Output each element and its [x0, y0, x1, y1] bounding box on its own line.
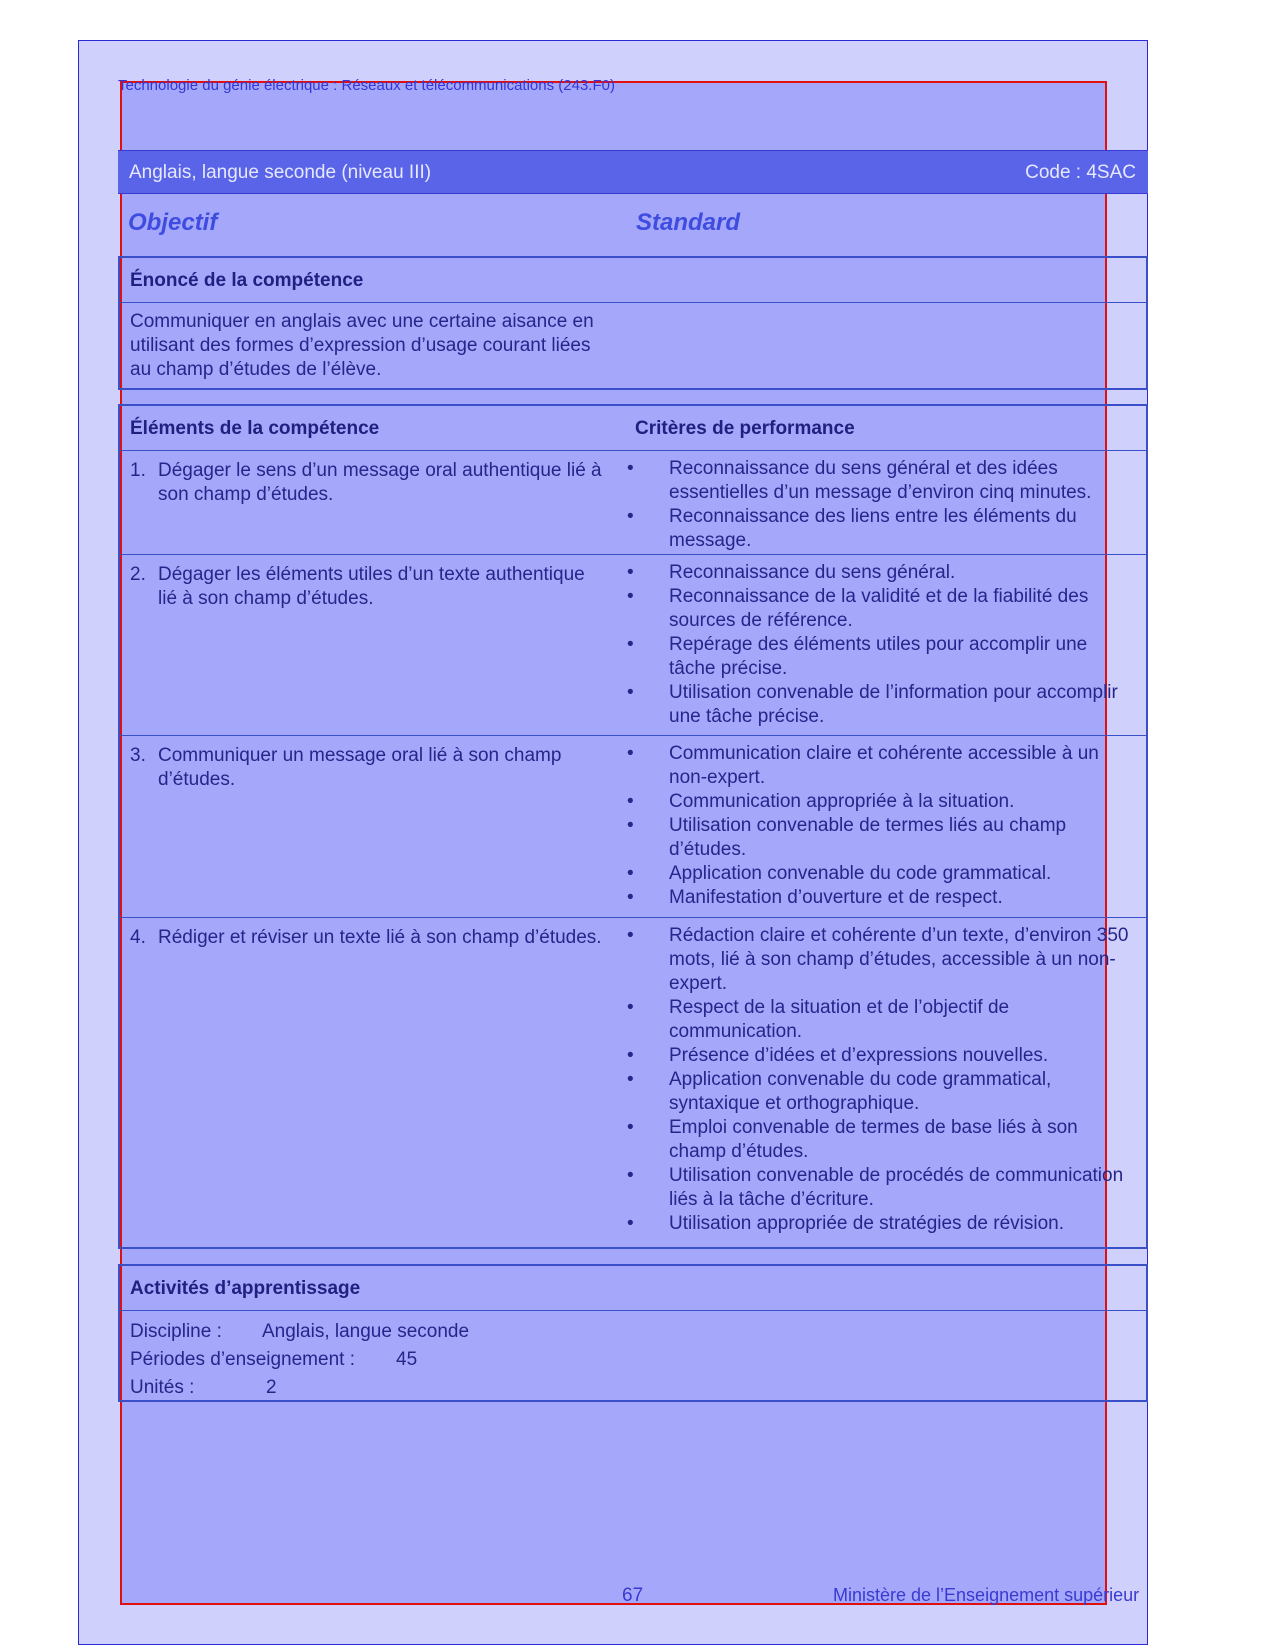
standard-heading: Standard	[636, 209, 741, 236]
periodes-label: Périodes d’enseignement :	[130, 1349, 355, 1370]
elements-head-row	[120, 406, 1146, 451]
criterion: • Communication appropriée à la situation.	[625, 790, 1135, 814]
course-title: Anglais, langue seconde (niveau III)	[129, 162, 432, 183]
element-number: 3.	[130, 745, 146, 766]
course-code: Code : 4SAC	[1025, 162, 1136, 183]
discipline-label: Discipline :	[130, 1321, 222, 1342]
element-text: Communiquer un message oral lié à son champ d’études.	[158, 745, 562, 790]
element-number: 4.	[130, 927, 146, 948]
criterion: • Utilisation convenable de termes liés au champ d’études.	[625, 814, 1135, 862]
element-row-4	[120, 917, 1146, 1248]
criterion: • Application convenable du code grammatical, syntaxique et orthographique.	[625, 1068, 1135, 1116]
criterion: • Reconnaissance du sens général.	[625, 561, 1135, 585]
element-text: Dégager les éléments utiles d’un texte authentique lié à son champ d’études.	[158, 564, 585, 609]
page-number: 67	[622, 1585, 644, 1606]
criteria-heading: Critères de performance	[635, 418, 855, 439]
criterion: • Communication claire et cohérente accessible à un non-expert.	[625, 742, 1135, 790]
criterion: • Application convenable du code grammatical.	[625, 862, 1135, 886]
criterion: • Respect de la situation et de l’objectif de communication.	[625, 996, 1135, 1044]
activites-head-row	[120, 1266, 1146, 1311]
discipline-value: Anglais, langue seconde	[262, 1321, 470, 1342]
element-text: Dégager le sens d’un message oral authentique lié à son champ d’études.	[158, 460, 602, 505]
element-row-1	[120, 450, 1146, 555]
criterion: • Emploi convenable de termes de base liés à son champ d’études.	[625, 1116, 1135, 1164]
criterion: • Repérage des éléments utiles pour accomplir une tâche précise.	[625, 633, 1135, 681]
element-number: 1.	[130, 460, 146, 481]
element-row-3	[120, 735, 1146, 918]
criterion: • Reconnaissance des liens entre les éléments du message.	[625, 505, 1135, 553]
criteria-list-1	[625, 457, 1135, 553]
criterion: • Manifestation d’ouverture et de respect.	[625, 886, 1135, 910]
enonce-text: Communiquer en anglais avec une certaine aisance en utilisant des formes d’expression d’usage courant liées au champ d’études de l’élève.	[130, 311, 594, 380]
criteria-list-3	[625, 742, 1135, 910]
discipline-line	[130, 1321, 469, 1343]
criterion: • Utilisation convenable de procédés de communication liés à la tâche d’écriture.	[625, 1164, 1135, 1212]
criterion: • Reconnaissance de la validité et de la fiabilité des sources de référence.	[625, 585, 1135, 633]
course-title-bar	[118, 150, 1148, 194]
elements-heading: Éléments de la compétence	[130, 418, 380, 439]
criterion: • Utilisation appropriée de stratégies de révision.	[625, 1212, 1135, 1236]
unites-label: Unités :	[130, 1377, 195, 1398]
element-text: Rédiger et réviser un texte lié à son champ d’études.	[158, 927, 602, 948]
criteria-list-4	[625, 924, 1135, 1236]
element-row-2	[120, 554, 1146, 736]
criterion: • Rédaction claire et cohérente d’un texte, d’environ 350 mots, lié à son champ d’études, accessible à un non-expert.	[625, 924, 1135, 996]
element-number: 2.	[130, 564, 146, 585]
activites-box	[118, 1264, 1148, 1402]
criterion: • Utilisation convenable de l’information pour accomplir une tâche précise.	[625, 681, 1135, 729]
activites-heading: Activités d’apprentissage	[130, 1278, 361, 1299]
enonce-box	[118, 256, 1148, 390]
program-header: Technologie du génie électrique : Réseaux et télécommunications (243.F0)	[118, 77, 615, 94]
periodes-value: 45	[396, 1349, 418, 1370]
criteria-list-2	[625, 561, 1135, 729]
criterion: • Présence d’idées et d’expressions nouvelles.	[625, 1044, 1135, 1068]
criterion: • Reconnaissance du sens général et des idées essentielles d’un message d’environ cinq minutes.	[625, 457, 1135, 505]
objectif-heading: Objectif	[128, 209, 218, 236]
enonce-heading: Énoncé de la compétence	[130, 270, 364, 291]
periodes-line	[130, 1349, 417, 1371]
enonce-head-row	[120, 258, 1146, 303]
elements-box	[118, 404, 1148, 1249]
unites-value: 2	[266, 1377, 277, 1398]
ministry-footer: Ministère de l’Enseignement supérieur	[833, 1585, 1140, 1605]
unites-line	[130, 1377, 277, 1399]
